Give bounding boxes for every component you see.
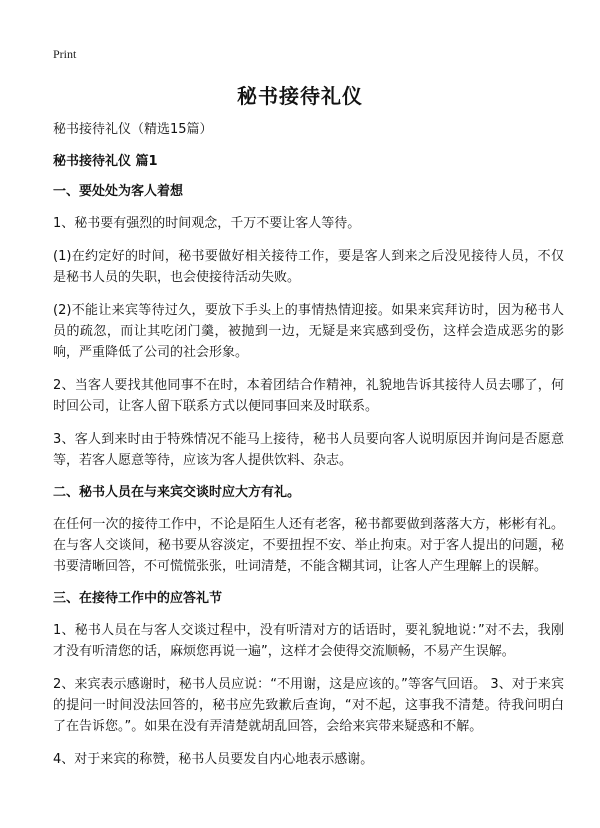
paragraph: 4、对于来宾的称赞，秘书人员要发自内心地表示感谢。 (53, 752, 374, 767)
document-body (53, 120, 564, 782)
paragraph: (2)不能让来宾等待过久，要放下手头上的事情热情迎接。如果来宾拜访时，因为秘书人员的疏忽，而让其吃闭门羹，被抛到一边，无疑是来宾感到受伤，这样会造成恶劣的影响，严重降低了公司的社会形象。 (53, 303, 564, 360)
section-heading-2: 二、秘书人员在与来宾交谈时应大方有礼。 (53, 485, 301, 500)
section-heading-3: 三、在接待工作中的应答礼节 (53, 591, 223, 606)
print-link[interactable]: Print (53, 47, 77, 61)
section-heading-1: 一、要处处为客人着想 (53, 184, 184, 199)
page-title: 秘书接待礼仪 (237, 84, 363, 108)
paragraph: 3、客人到来时由于特殊情况不能马上接待，秘书人员要向客人说明原因并询问是否愿意等，若客人愿意等待，应该为客人提供饮料、杂志。 (53, 432, 564, 468)
document-subtitle: 秘书接待礼仪（精选15篇） (53, 122, 213, 137)
chapter-title: 秘书接待礼仪 篇1 (53, 154, 158, 169)
paragraph: 1、秘书人员在与客人交谈过程中，没有听清对方的话语时，要礼貌地说：”对不去，我刚才没有听清您的话，麻烦您再说一遍”，这样才会使得交流顺畅，不易产生误解。 (53, 623, 564, 659)
paragraph: 在任何一次的接待工作中，不论是陌生人还有老客，秘书都要做到落落大方，彬彬有礼。在与客人交谈间，秘书要从容淡定，不要扭捏不安、举止拘束。对于客人提出的问题，秘书要清晰回答，不可慌慌张张，吐词清楚，不能含糊其词，让客人产生理解上的误解。 (53, 517, 564, 574)
paragraph: 2、当客人要找其他同事不在时，本着团结合作精神，礼貌地告诉其接待人员去哪了，何时回公司，让客人留下联系方式以便同事回来及时联系。 (53, 378, 564, 414)
paragraph: 1、秘书要有强烈的时间观念，千万不要让客人等待。 (53, 216, 361, 231)
paragraph: (1)在约定好的时间，秘书要做好相关接待工作，要是客人到来之后没见接待人员，不仅是秘书人员的失职，也会使接待活动失败。 (53, 249, 564, 285)
paragraph: 2、来宾表示感谢时，秘书人员应说：“不用谢，这是应该的。”等客气回语。 3、对于来宾的提问一时间没法回答的，秘书应先致歉后查询，“对不起，这事我不清楚。待我问明白了在告诉您。”。如果在没有弄清楚就胡乱回答，会给来宾带来疑惑和不解。 (53, 677, 564, 734)
